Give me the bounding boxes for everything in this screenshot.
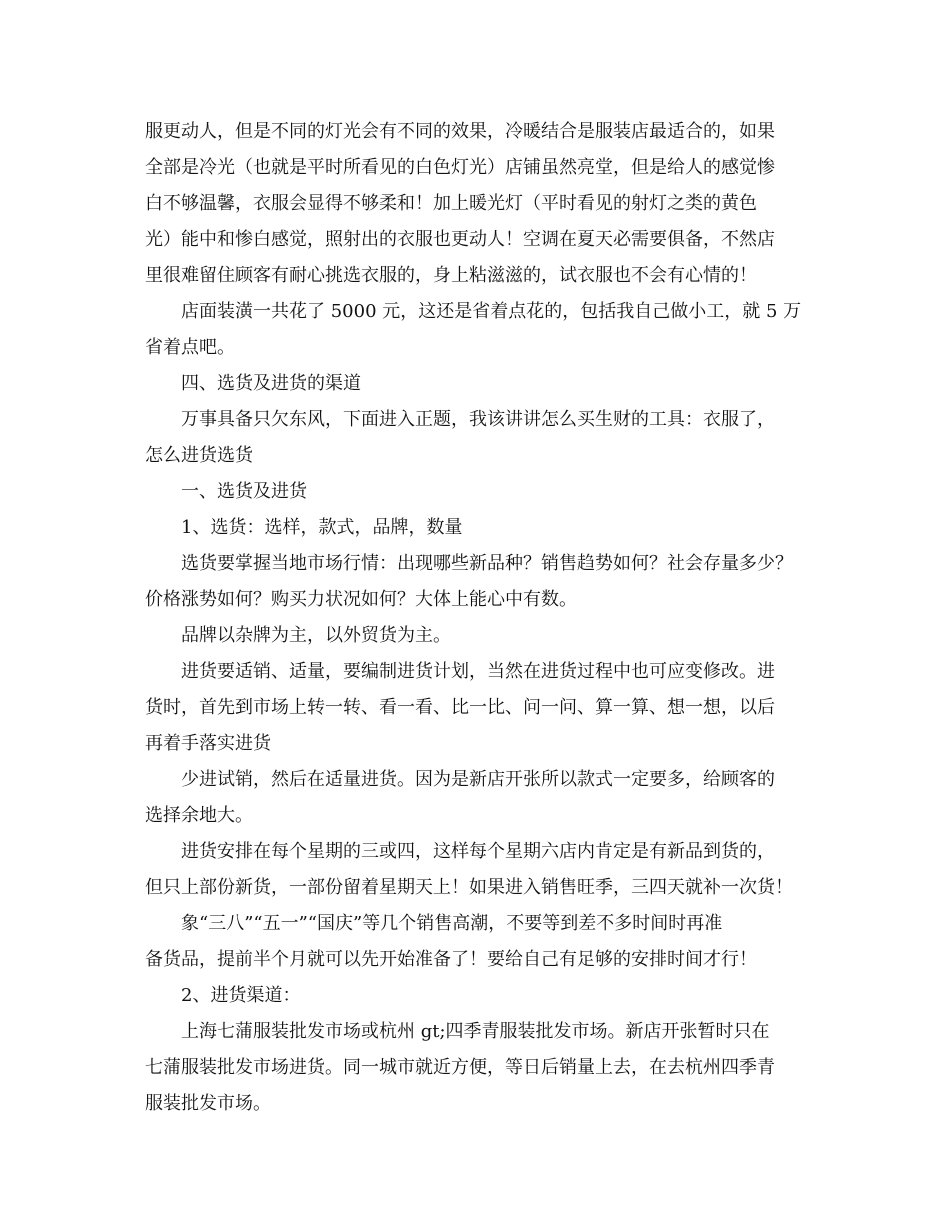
text-line: 服更动人，但是不同的灯光会有不同的效果，冷暖结合是服装店最适合的，如果 — [145, 121, 775, 142]
text-line: 里很难留住顾客有耐心挑选衣服的，身上粘滋滋的，试衣服也不会有心情的！ — [145, 265, 757, 286]
text-line: 七蒲服装批发市场进货。同一城市就近方便，等日后销量上去，在去杭州四季青 — [145, 1057, 775, 1078]
text-line: 服装批发市场。 — [145, 1093, 271, 1114]
text-line: 省着点吧。 — [145, 337, 235, 358]
text-line: 再着手落实进货 — [145, 733, 271, 754]
text-line: 货时，首先到市场上转一转、看一看、比一比、问一问、算一算、想一想，以后 — [145, 697, 775, 718]
text-line: 全部是冷光（也就是平时所看见的白色灯光）店铺虽然亮堂，但是给人的感觉惨 — [145, 157, 775, 178]
text-line: 品牌以杂牌为主，以外贸货为主。 — [181, 625, 451, 646]
text-line: 选择余地大。 — [145, 805, 253, 826]
text-line: 白不够温馨，衣服会显得不够柔和！加上暖光灯（平时看见的射灯之类的黄色 — [145, 193, 757, 214]
sub-heading: 一、选货及进货 — [181, 481, 307, 502]
text-line: 选货要掌握当地市场行情：出现哪些新品种？销售趋势如何？社会存量多少？ — [181, 553, 793, 574]
sub-heading: 2、进货渠道： — [181, 985, 301, 1006]
text-line: 少进试销，然后在适量进货。因为是新店开张所以款式一定要多，给顾客的 — [181, 769, 775, 790]
text-line: 备货品，提前半个月就可以先开始准备了！要给自己有足够的安排时间才行！ — [145, 949, 757, 970]
text-line: 象“三八”“五一”“国庆”等几个销售高潮，不要等到差不多时间时再准 — [181, 913, 723, 934]
text-line: 进货安排在每个星期的三或四，这样每个星期六店内肯定是有新品到货的， — [181, 841, 775, 862]
text-line: 价格涨势如何？购买力状况如何？大体上能心中有数。 — [145, 589, 577, 610]
section-heading: 四、选货及进货的渠道 — [181, 373, 361, 394]
text-line: 上海七蒲服装批发市场或杭州 gt;四季青服装批发市场。新店开张暂时只在 — [181, 1021, 770, 1042]
sub-heading: 1、选货：选样，款式，品牌，数量 — [181, 517, 463, 538]
document-body — [145, 114, 815, 1122]
text-line: 怎么进货选货 — [145, 445, 253, 466]
text-line: 万事具备只欠东风，下面进入正题，我该讲讲怎么买生财的工具：衣服了， — [181, 409, 775, 430]
text-line: 店面装潢一共花了 5000 元，这还是省着点花的，包括我自己做小工，就 5 万 — [181, 301, 802, 322]
text-line: 但只上部份新货，一部份留着星期天上！如果进入销售旺季，三四天就补一次货！ — [145, 877, 793, 898]
text-line: 进货要适销、适量，要编制进货计划，当然在进货过程中也可应变修改。进 — [181, 661, 775, 682]
text-line: 光）能中和惨白感觉，照射出的衣服也更动人！空调在夏天必需要俱备，不然店 — [145, 229, 775, 250]
